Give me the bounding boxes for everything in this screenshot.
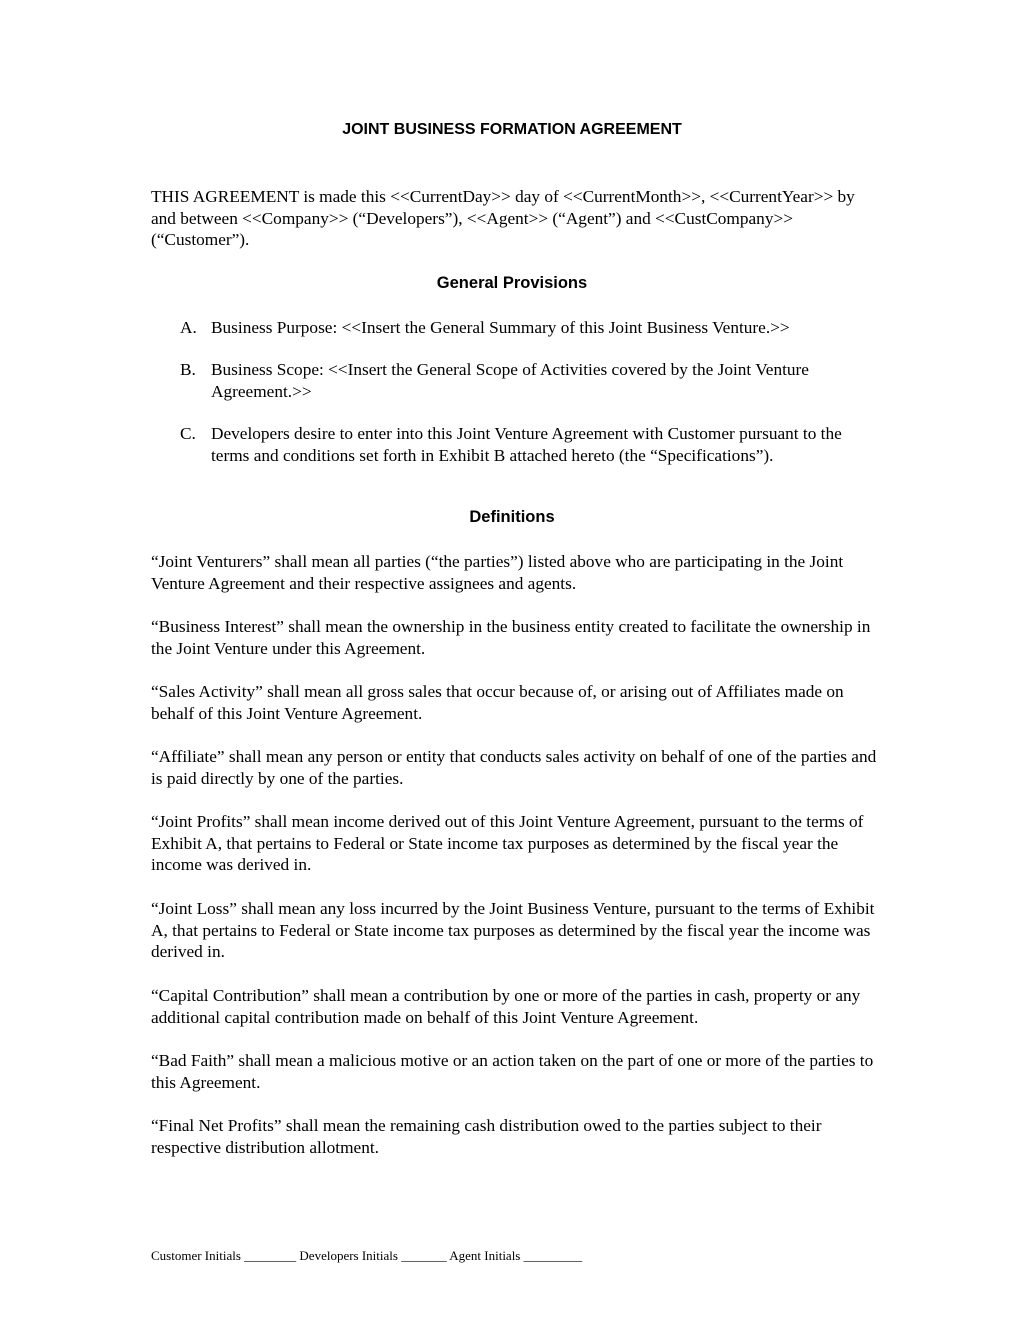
- provision-marker: B.: [180, 360, 196, 379]
- definition-joint-venturers: “Joint Venturers” shall mean all parties (“the parties”) listed above who are participating in the Joint Venture Agreement and their respective assignees and agents.: [151, 552, 844, 593]
- definition-capital-contribution: “Capital Contribution” shall mean a contribution by one or more of the parties in cash, property or any additional capital contribution made on behalf of this Joint Venture Agreement.: [151, 986, 861, 1027]
- provision-item-c: [180, 423, 880, 466]
- definition-final-net-profits: “Final Net Profits” shall mean the remaining cash distribution owed to the parties subject to their respective distribution allotment.: [151, 1116, 822, 1157]
- definition-joint-profits: “Joint Profits” shall mean income derived out of this Joint Venture Agreement, pursuant to the terms of Exhibit A, that pertains to Federal or State income tax purposes as determined by the fiscal year the income was derived in.: [151, 812, 864, 875]
- provision-text: Business Scope: <<Insert the General Scope of Activities covered by the Joint Venture Agreement.>>: [211, 360, 809, 401]
- general-provisions-heading: General Provisions: [436, 274, 588, 292]
- provision-text: Business Purpose: <<Insert the General Summary of this Joint Business Venture.>>: [211, 318, 790, 337]
- definition-joint-loss: “Joint Loss” shall mean any loss incurred by the Joint Business Venture, pursuant to the terms of Exhibit A, that pertains to Federal or State income tax purposes as determined by the fiscal year the income was derived in.: [151, 899, 875, 962]
- provision-marker: A.: [180, 318, 197, 337]
- intro-paragraph: THIS AGREEMENT is made this <<CurrentDay>> day of <<CurrentMonth>>, <<CurrentYear>> by and between <<Company>> (“Developers”), <<Agent>> (“Agent”) and <<CustCompany>> (“Customer”).: [151, 187, 855, 250]
- definitions-heading: Definitions: [469, 508, 555, 526]
- initials-footer: Customer Initials ________ Developers Initials _______ Agent Initials _________: [151, 1248, 583, 1263]
- document-title: JOINT BUSINESS FORMATION AGREEMENT: [342, 121, 682, 138]
- provision-item-b: [180, 359, 880, 402]
- definition-bad-faith: “Bad Faith” shall mean a malicious motive or an action taken on the part of one or more of the parties to this Agreement.: [151, 1051, 874, 1092]
- definition-sales-activity: “Sales Activity” shall mean all gross sales that occur because of, or arising out of Affiliates made on behalf of this Joint Venture Agreement.: [151, 682, 844, 723]
- provision-marker: C.: [180, 424, 196, 443]
- definition-business-interest: “Business Interest” shall mean the ownership in the business entity created to facilitate the ownership in the Joint Venture under this Agreement.: [151, 617, 871, 658]
- provision-item-a: [180, 317, 880, 339]
- provision-text: Developers desire to enter into this Joint Venture Agreement with Customer pursuant to the terms and conditions set forth in Exhibit B attached hereto (the “Specifications”).: [211, 424, 842, 465]
- definition-affiliate: “Affiliate” shall mean any person or entity that conducts sales activity on behalf of one of the parties and is paid directly by one of the parties.: [151, 747, 877, 788]
